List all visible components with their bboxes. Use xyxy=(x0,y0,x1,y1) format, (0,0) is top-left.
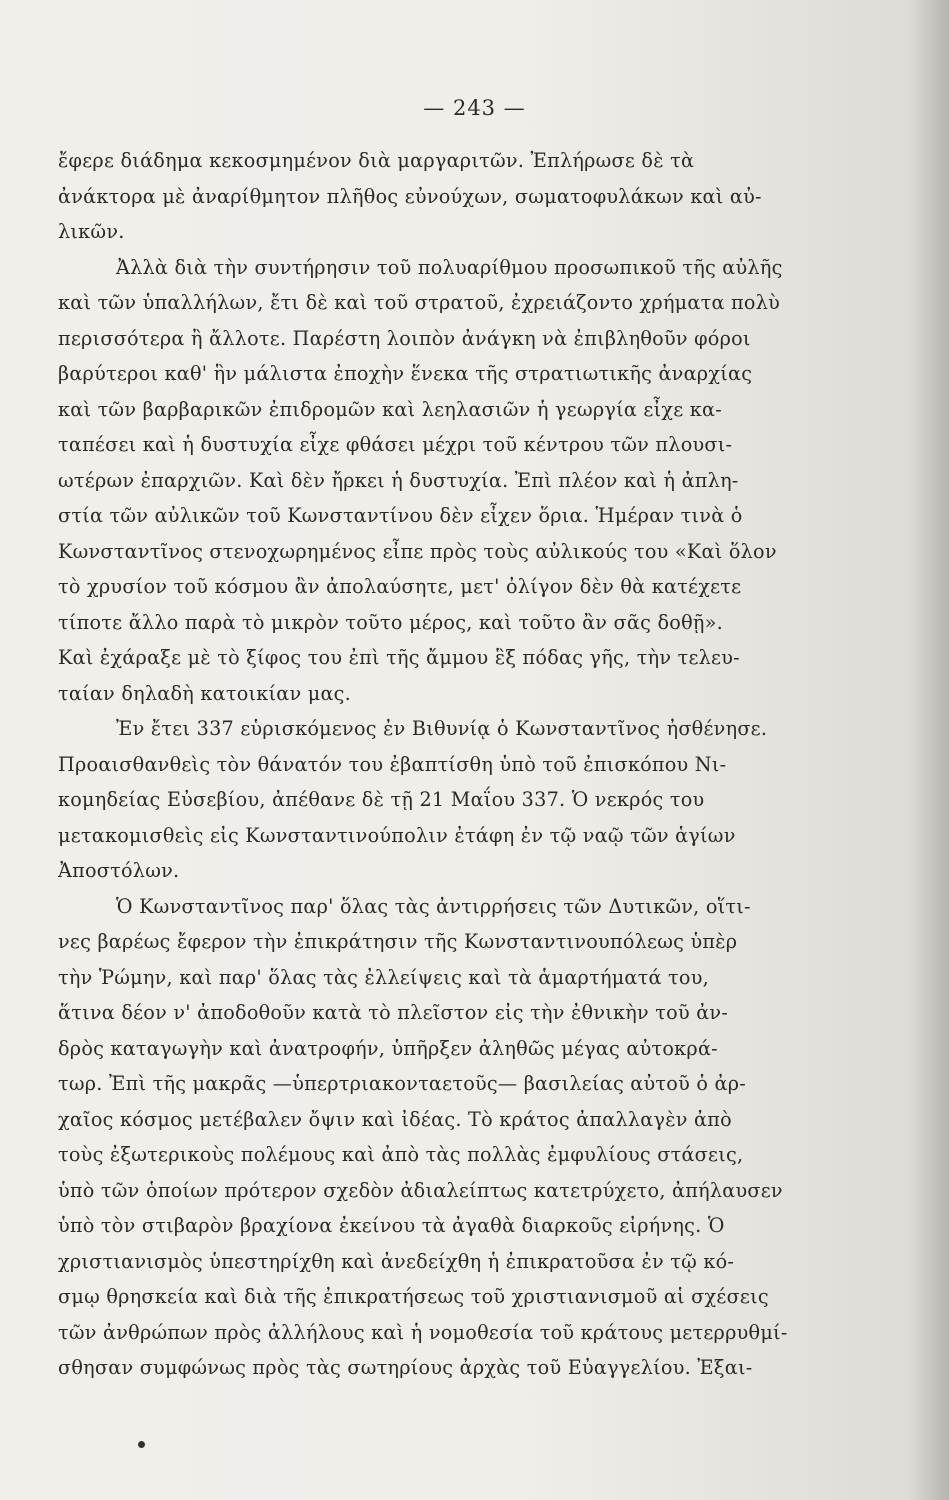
text-line: ἔφερε διάδημα κεκοσμημένον διὰ μαργαριτῶν. Ἐπλήρωσε δὲ τὰ xyxy=(58,149,695,172)
paragraph-start-line: Ἐν ἔτει 337 εὑρισκόμενος ἐν Βιθυνίᾳ ὁ Κωνσταντῖνος ἠσθένησε. xyxy=(116,717,768,740)
text-line: στία τῶν αὐλικῶν τοῦ Κωνσταντίνου δὲν εἶχεν ὅρια. Ἡμέραν τινὰ ὁ xyxy=(58,504,743,527)
page-number: — 243 — xyxy=(423,96,526,120)
text-line: τὸ χρυσίον τοῦ κόσμου ἂν ἀπολαύσητε, μετ' ὀλίγον δὲν θὰ κατέχετε xyxy=(58,575,742,598)
text-line: σθησαν συμφώνως πρὸς τὰς σωτηρίους ἀρχὰς τοῦ Εὐαγγελίου. Ἐξαι- xyxy=(58,1356,753,1379)
paragraph-start-line: Ὁ Κωνσταντῖνος παρ' ὅλας τὰς ἀντιρρήσεις τῶν Δυτικῶν, οἵτι- xyxy=(116,894,751,918)
text-line: λικῶν. xyxy=(58,220,125,243)
text-line: χαῖος κόσμος μετέβαλεν ὄψιν καὶ ἰδέας. Τὸ κράτος ἀπαλλαγὲν ἀπὸ xyxy=(58,1107,732,1131)
text-line: τίποτε ἄλλο παρὰ τὸ μικρὸν τοῦτο μέρος, καὶ τοῦτο ἂν σᾶς δοθῇ». xyxy=(58,610,723,634)
text-line: Ἀποστόλων. xyxy=(58,859,180,882)
text-line: ταίαν δηλαδὴ κατοικίαν μας. xyxy=(58,681,352,705)
text-line: καὶ τῶν ὑπαλλήλων, ἔτι δὲ καὶ τοῦ στρατοῦ, ἐχρειάζοντο χρήματα πολὺ xyxy=(58,291,781,314)
text-line: μετακομισθεὶς εἰς Κωνσταντινούπολιν ἐτάφη ἐν τῷ ναῷ τῶν ἁγίων xyxy=(58,823,736,847)
text-line: ὑπὸ τῶν ὁποίων πρότερον σχεδὸν ἀδιαλείπτως κατετρύχετο, ἀπήλαυσεν xyxy=(58,1178,783,1202)
text-line: Προαισθανθεὶς τὸν θάνατόν του ἐβαπτίσθη ὑπὸ τοῦ ἐπισκόπου Νι- xyxy=(58,752,727,776)
text-line: χριστιανισμὸς ὑπεστηρίχθη καὶ ἀνεδείχθη ἡ ἐπικρατοῦσα ἐν τῷ κό- xyxy=(58,1249,735,1273)
text-line: βαρύτεροι καθ' ἣν μάλιστα ἐποχὴν ἕνεκα τῆς στρατιωτικῆς ἀναρχίας xyxy=(58,362,753,385)
text-line: ταπέσει καὶ ἡ δυστυχία εἶχε φθάσει μέχρι τοῦ κέντρου τῶν πλουσι- xyxy=(58,433,733,456)
text-line: τὴν Ῥώμην, καὶ παρ' ὅλας τὰς ἐλλείψεις καὶ τὰ ἁμαρτήματά του, xyxy=(58,965,709,989)
text-line: ἅτινα δέον ν' ἀποδοθοῦν κατὰ τὸ πλεῖστον εἰς τὴν ἐθνικὴν τοῦ ἀν- xyxy=(58,1001,729,1024)
text-line: ωτέρων ἐπαρχιῶν. Καὶ δὲν ἤρκει ἡ δυστυχία. Ἐπὶ πλέον καὶ ἡ ἀπλη- xyxy=(58,468,739,492)
text-line: περισσότερα ἢ ἄλλοτε. Παρέστη λοιπὸν ἀνάγκη νὰ ἐπιβληθοῦν φόροι xyxy=(58,326,751,350)
text-line: νες βαρέως ἔφερον τὴν ἐπικράτησιν τῆς Κωνσταντινουπόλεως ὑπὲρ xyxy=(58,930,738,953)
text-line: Καὶ ἐχάραξε μὲ τὸ ξίφος του ἐπὶ τῆς ἄμμου ἓξ πόδας γῆς, τὴν τελευ- xyxy=(58,646,740,669)
text-line: ἀνάκτορα μὲ ἀναρίθμητον πλῆθος εὐνούχων, σωματοφυλάκων καὶ αὐ- xyxy=(58,184,762,208)
page-edge-shadow xyxy=(909,0,949,1500)
text-line: σμῳ θρησκεία καὶ διὰ τῆς ἐπικρατήσεως τοῦ χριστιανισμοῦ αἱ σχέσεις xyxy=(58,1285,769,1308)
text-line: καὶ τῶν βαρβαρικῶν ἐπιδρομῶν καὶ λεηλασιῶν ἡ γεωργία εἶχε κα- xyxy=(58,397,722,421)
text-line: ὑπὸ τὸν στιβαρὸν βραχίονα ἐκείνου τὰ ἀγαθὰ διαρκοῦς εἰρήνης. Ὁ xyxy=(58,1214,725,1237)
text-line: τοὺς ἐξωτερικοὺς πολέμους καὶ ἀπὸ τὰς πολλὰς ἐμφυλίους στάσεις, xyxy=(58,1143,744,1166)
text-line: τῶν ἀνθρώπων πρὸς ἀλλήλους καὶ ἡ νομοθεσία τοῦ κράτους μετερρυθμί- xyxy=(58,1320,788,1344)
text-line: δρὸς καταγωγὴν καὶ ἀνατροφήν, ὑπῆρξεν ἀληθῶς μέγας αὐτοκρά- xyxy=(58,1036,718,1060)
text-line: τωρ. Ἐπὶ τῆς μακρᾶς —ὑπερτριακονταετοῦς— βασιλείας αὐτοῦ ὁ ἀρ- xyxy=(58,1072,746,1095)
paragraph-start-line: Ἀλλὰ διὰ τὴν συντήρησιν τοῦ πολυαρίθμου προσωπικοῦ τῆς αὐλῆς xyxy=(116,255,783,279)
ink-speck xyxy=(138,1441,145,1448)
text-line: Κωνσταντῖνος στενοχωρημένος εἶπε πρὸς τοὺς αὐλικούς του «Καὶ ὅλον xyxy=(58,539,777,563)
text-line: κομηδείας Εὐσεβίου, ἀπέθανε δὲ τῇ 21 Μαΐου 337. Ὁ νεκρός του xyxy=(58,788,705,811)
body-text xyxy=(58,143,796,1386)
